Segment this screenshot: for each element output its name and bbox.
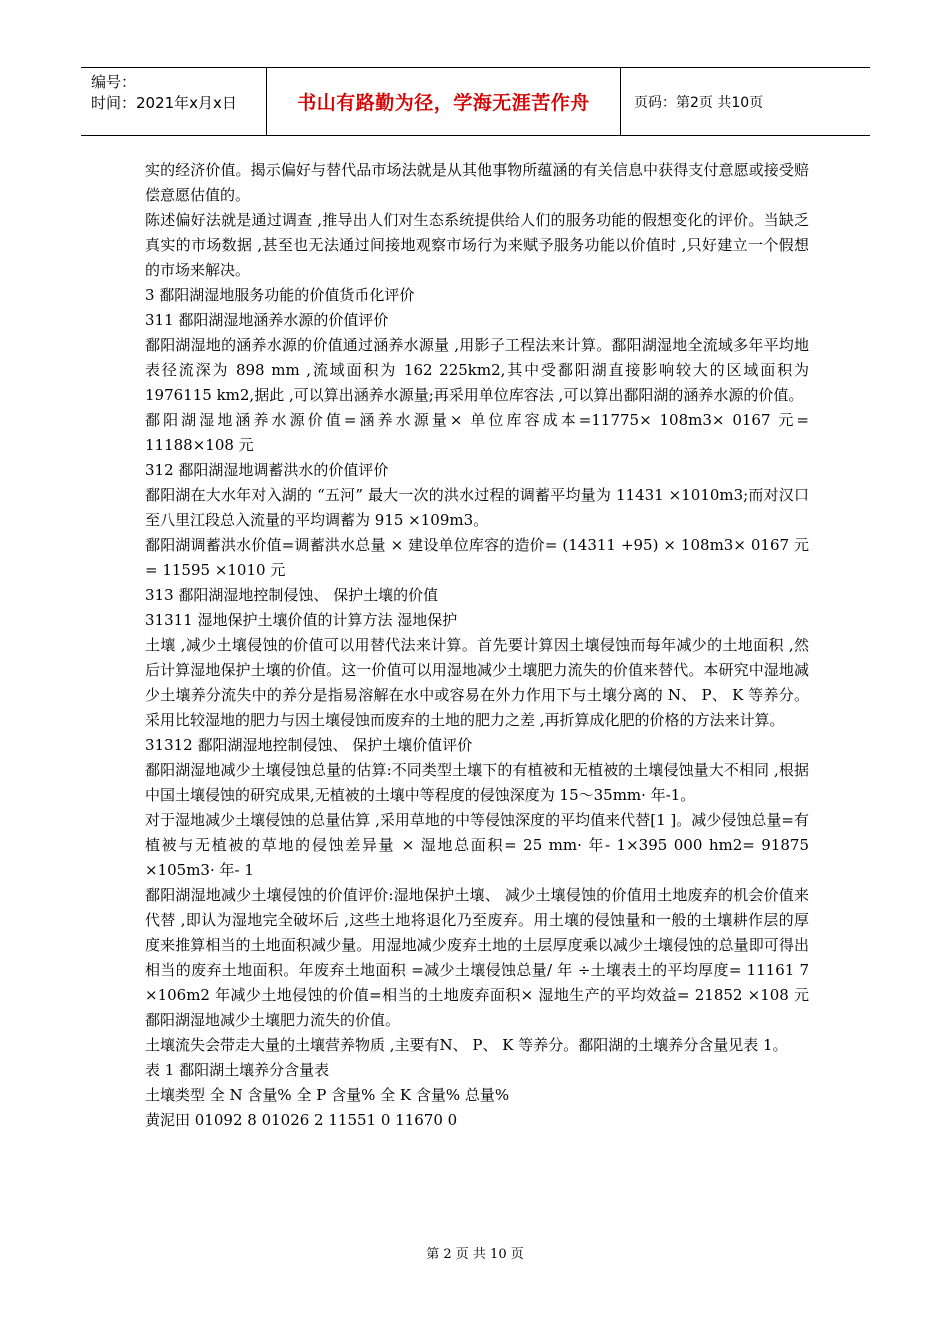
table-header-row: 土壤类型 全 N 含量% 全 P 含量% 全 K 含量% 总量% bbox=[145, 1086, 510, 1104]
paragraph: 土壤流失会带走大量的土壤营养物质 ,主要有N、 P、 K 等养分。鄱阳湖的土壤养分含量见表 1。 bbox=[145, 1036, 788, 1054]
section-heading: 313 鄱阳湖湿地控制侵蚀、 保护土壤的价值 bbox=[145, 586, 439, 604]
table-row: 黄泥田 01092 8 01026 2 11551 0 11670 0 bbox=[145, 1111, 458, 1129]
paragraph: 鄱阳湖湿地减少土壤侵蚀总量的估算:不同类型土壤下的有植被和无植被的土壤侵蚀量大不相同 ,根据中国土壤侵蚀的研究成果,无植被的土壤中等程度的侵蚀深度为 15～35mm· 年-1。 bbox=[145, 761, 809, 804]
header-motto: 书山有路勤为径，学海无涯苦作舟 bbox=[297, 92, 590, 114]
document-date-label: 时间：2021年x月x日 bbox=[91, 94, 237, 112]
paragraph: 实的经济价值。揭示偏好与替代品市场法就是从其他事物所蕴涵的有关信息中获得支付意愿或接受赔偿意愿估值的。 bbox=[145, 161, 809, 204]
section-heading: 312 鄱阳湖湿地调蓄洪水的价值评价 bbox=[145, 461, 389, 479]
paragraph: 对于湿地减少土壤侵蚀的总量估算 ,采用草地的中等侵蚀深度的平均值来代替[1 ]。减少侵蚀总量=有植被与无植被的草地的侵蚀差异量 × 湿地总面积= 25 mm· 年- 1×395 000 hm2= 91875 ×105m3· 年- 1 bbox=[145, 811, 809, 879]
paragraph: 鄱阳湖调蓄洪水价值=调蓄洪水总量 × 建设单位库容的造价= (14311 +95) × 108m3× 0167 元= 11595 ×1010 元 bbox=[145, 536, 809, 579]
header-page-info: 页码：第2页 共10页 bbox=[634, 94, 764, 111]
paragraph: 鄱阳湖湿地涵养水源价值=涵养水源量× 单位库容成本=11775× 108m3× 0167 元= 11188×108 元 bbox=[145, 411, 809, 454]
section-heading: 31311 湿地保护土壤价值的计算方法 湿地保护 bbox=[145, 611, 458, 629]
paragraph: 鄱阳湖在大水年对入湖的 “五河” 最大一次的洪水过程的调蓄平均量为 11431 ×1010m3;而对汉口至八里江段总入流量的平均调蓄为 915 ×109m3。 bbox=[145, 486, 809, 529]
paragraph: 鄱阳湖湿地的涵养水源的价值通过涵养水源量 ,用影子工程法来计算。鄱阳湖湿地全流域多年平均地表径流深为 898 mm ,流域面积为 162 225km2,其中受鄱阳湖直接影响较大的区域面积为 1976115 km2,据此 ,可以算出涵养水源量;再采用单位库容法 ,可以算出鄱阳湖的涵养水源的价值。 bbox=[145, 336, 809, 404]
paragraph: 鄱阳湖湿地减少土壤侵蚀的价值评价:湿地保护土壤、 减少土壤侵蚀的价值用土地废弃的机会价值来代替 ,即认为湿地完全破坏后 ,这些土地将退化乃至废弃。用土壤的侵蚀量和一般的土壤耕作层的厚度来推算相当的土地面积减少量。用湿地减少废弃土地的土层厚度乘以减少土壤侵蚀的总量即可得出相当的废弃土地面积。年废弃土地面积 =减少土壤侵蚀总量/ 年 ÷土壤表土的平均厚度= 11161 7 ×106m2 年减少土地侵蚀的价值=相当的土地废弃面积× 湿地生产的平均效益= 21852 ×108 元鄱阳湖湿地减少土壤肥力流失的价值。 bbox=[145, 886, 809, 1029]
document-number-label: 编号： bbox=[91, 73, 137, 91]
section-heading: 3 鄱阳湖湿地服务功能的价值货币化评价 bbox=[145, 286, 415, 304]
document-body bbox=[145, 158, 809, 1133]
header-meta-cell bbox=[81, 68, 267, 135]
section-heading: 31312 鄱阳湖湿地控制侵蚀、 保护土壤价值评价 bbox=[145, 736, 473, 754]
header-motto-cell bbox=[267, 68, 621, 135]
table-caption: 表 1 鄱阳湖土壤养分含量表 bbox=[145, 1061, 330, 1079]
paragraph: 土壤 ,减少土壤侵蚀的价值可以用替代法来计算。首先要计算因土壤侵蚀而每年减少的土地面积 ,然后计算湿地保护土壤的价值。这一价值可以用湿地减少土壤肥力流失的价值来替代。本研究中湿地减少土壤养分流失中的养分是指易溶解在水中或容易在外力作用下与土壤分离的 N、 P、 K 等养分。采用比较湿地的肥力与因土壤侵蚀而废弃的土地的肥力之差 ,再折算成化肥的价格的方法来计算。 bbox=[145, 636, 809, 729]
section-heading: 311 鄱阳湖湿地涵养水源的价值评价 bbox=[145, 311, 389, 329]
paragraph: 陈述偏好法就是通过调查 ,推导出人们对生态系统提供给人们的服务功能的假想变化的评价。当缺乏真实的市场数据 ,甚至也无法通过间接地观察市场行为来赋予服务功能以价值时 ,只好建立一个假想的市场来解决。 bbox=[145, 211, 809, 279]
page-header bbox=[81, 67, 870, 136]
page-footer: 第 2 页 共 10 页 bbox=[426, 1247, 524, 1262]
header-page-cell bbox=[621, 68, 870, 135]
